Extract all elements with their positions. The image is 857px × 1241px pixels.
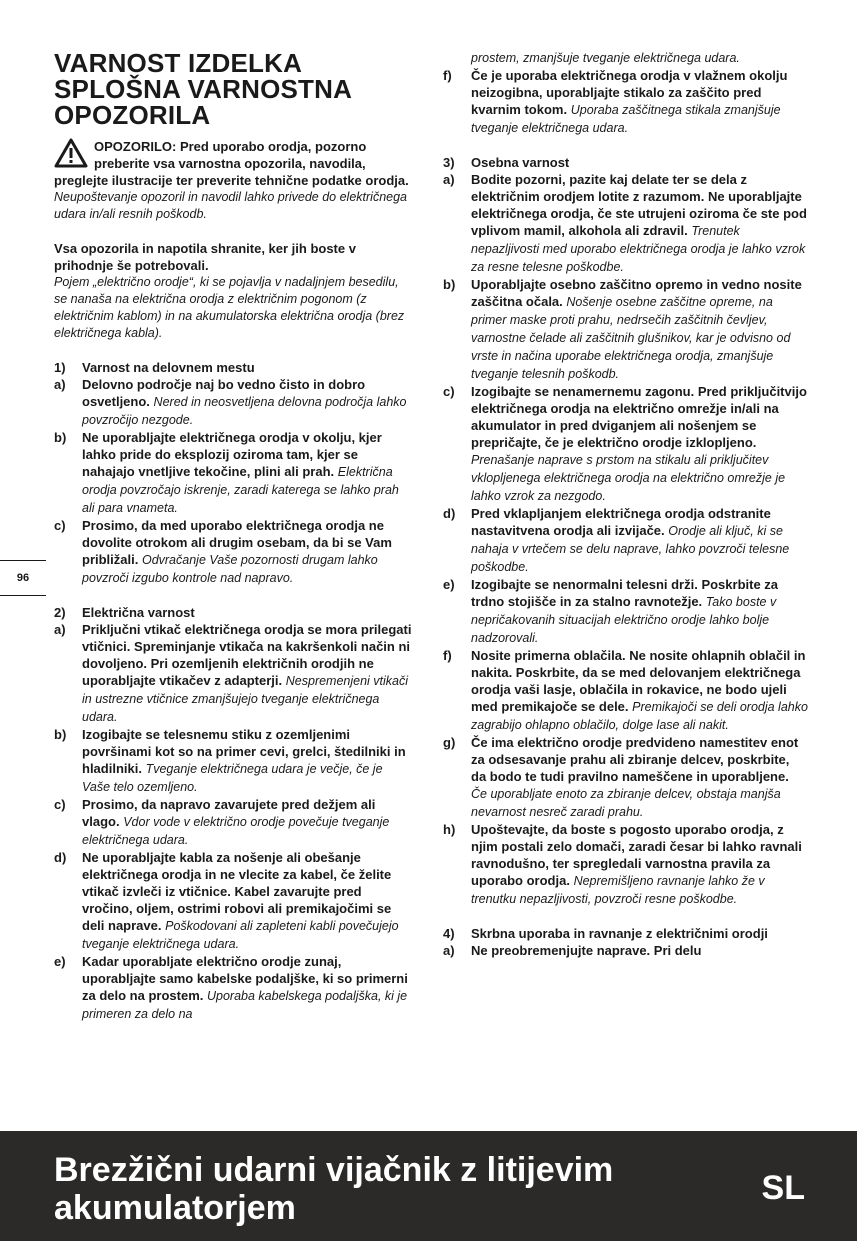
- item-bold-text: Izogibajte se nenormalni telesni drži. Poskrbite za trdno stojišče in za stalno ravnotežje.: [471, 577, 779, 609]
- item-label: c): [443, 384, 455, 399]
- section-heading: [54, 359, 414, 376]
- left-column: [54, 50, 414, 1023]
- language-code: SL: [761, 1169, 805, 1207]
- section-title: VARNOST IZDELKA SPLOŠNA VARNOSTNA OPOZORILA: [54, 48, 352, 130]
- section-number: 1): [54, 360, 66, 375]
- item-label: b): [54, 430, 67, 445]
- list-item: [54, 796, 414, 849]
- footer-banner: [0, 1131, 857, 1241]
- section-heading: [54, 604, 414, 621]
- item-bold-text: Ne preobremenjujte naprave. Pri delu: [471, 943, 702, 958]
- item-bold-text: Kadar uporabljate električno orodje zunaj, uporabljajte samo kabelske podaljške, ki so primerni za delo na prostem.: [82, 954, 408, 1003]
- item-bold-text: Priključni vtikač električnega orodja se mora prilegati vtičnici. Spreminjanje vtikača na kakršenkoli način ni dovoljeno. Pri ozemljenih električnih orodjih ne uporabljajte vtikačev z adapterji.: [82, 622, 412, 688]
- power-tool-definition: Pojem „električno orodje“, ki se pojavlja v nadaljnjem besedilu, se nanaša na električna orodja z električnim pogonom (z električnim kablom) in na akumulatorska električna orodja (brez električnega kabla).: [54, 275, 405, 340]
- continued-text: prostem, zmanjšuje tveganje električnega udara.: [471, 51, 740, 65]
- section-heading: [443, 925, 808, 942]
- list-item: [54, 953, 414, 1023]
- item-label: d): [443, 506, 456, 521]
- list-item: [443, 647, 808, 734]
- item-label: h): [443, 822, 456, 837]
- list-item: [54, 849, 414, 953]
- item-bold-text: Izogibajte se nenamernemu zagonu. Pred priključitvijo električnega orodja na električno omrežje in/ali na akumulator in pred dviganjem ali nošenjem se prepričajte, če je električno orodje izklopljeno.: [471, 384, 807, 450]
- page-number: 96: [0, 560, 46, 596]
- item-italic-text: Tveganje električnega udara je večje, če je Vaše telo ozemljeno.: [82, 762, 383, 794]
- keep-instructions: Vsa opozorila in napotila shranite, ker jih boste v prihodnje še potrebovali.: [54, 241, 356, 273]
- item-italic-text: Vdor vode v električno orodje povečuje tveganje električnega udara.: [82, 815, 390, 847]
- item-italic-text: Tako boste v nepričakovanih situacijah električno orodje lahko bolje nadzorovali.: [471, 595, 777, 645]
- item-label: c): [54, 797, 66, 812]
- item-label: a): [54, 622, 66, 637]
- list-item: [443, 67, 808, 137]
- list-item: [443, 171, 808, 276]
- item-label: e): [443, 577, 455, 592]
- section-number: 3): [443, 155, 455, 170]
- item-bold-text: Prosimo, da napravo zavarujete pred dežjem ali vlago.: [82, 797, 376, 829]
- item-label: d): [54, 850, 67, 865]
- list-item: [54, 376, 414, 429]
- item-label: g): [443, 735, 456, 750]
- section-heading: [443, 154, 808, 171]
- section-heading-text: Osebna varnost: [471, 155, 570, 170]
- list-item: [443, 942, 808, 959]
- item-bold-text: Če ima električno orodje predvideno namestitev enot za odsesavanje prahu ali zbiranje delcev, poskrbite, da bodo te tudi pravilno nameščene in uporabljene.: [471, 735, 799, 784]
- right-column: [443, 50, 808, 959]
- item-bold-text: Če je uporaba električnega orodja v vlažnem okolju neizogibna, uporabljajte stikalo za zaščito pred kvarnim tokom.: [471, 68, 788, 117]
- item-italic-text: Odvračanje Vaše pozornosti drugam lahko povzroči izgubo kontrole nad napravo.: [82, 553, 378, 585]
- section-number: 4): [443, 926, 455, 941]
- item-bold-text: Uporabljajte osebno zaščitno opremo in vedno nosite zaščitna očala.: [471, 277, 802, 309]
- item-label: f): [443, 68, 452, 83]
- item-italic-text: Orodje ali ključ, ki se nahaja v vrtečem se delu naprave, lahko povzroči telesne poškodbe.: [471, 524, 790, 574]
- list-item: [443, 576, 808, 647]
- item-italic-text: Nespremenjeni vtikači in ustrezne vtičnice zmanjšujejo tveganje električnega udara.: [82, 674, 409, 724]
- list-item: [54, 726, 414, 796]
- list-item: [54, 621, 414, 726]
- item-bold-text: Izogibajte se telesnemu stiku z ozemljenimi površinami kot so na primer cevi, grelci, štedilniki in hladilniki.: [82, 727, 406, 776]
- list-item: [443, 383, 808, 505]
- item-italic-text: Uporaba kabelskega podaljška, ki je primeren za delo na: [82, 989, 408, 1021]
- list-item: [54, 517, 414, 587]
- item-bold-text: Ne uporabljajte električnega orodja v okolju, kjer lahko pride do eksplozij oziroma tam, kjer se nahajajo vnetljive tekočine, plini ali prah.: [82, 430, 382, 479]
- product-title: Brezžični udarni vijačnik z litijevim akumulatorjem: [54, 1151, 614, 1227]
- item-label: c): [54, 518, 66, 533]
- item-italic-text: Poškodovani ali zapleteni kabli povečujejo tveganje električnega udara.: [82, 919, 399, 951]
- item-italic-text: Uporaba zaščitnega stikala zmanjšuje tveganje električnega udara.: [471, 103, 781, 135]
- warning-consequence: Neupoštevanje opozoril in navodil lahko privede do električnega udara in/ali resnih poškodb.: [54, 190, 408, 221]
- item-bold-text: Nosite primerna oblačila. Ne nosite ohlapnih oblačil in nakita. Poskrbite, da se med delovanjem električnega orodja vaši lasje, oblačila in rokavice, ne bodo ujeli med premikajoče se dele.: [471, 648, 806, 714]
- section-heading-text: Električna varnost: [82, 605, 195, 620]
- item-label: b): [443, 277, 456, 292]
- list-item: [443, 505, 808, 576]
- item-italic-text: Trenutek nepazljivosti med uporabo električnega orodja je lahko vzrok za resne telesne poškodbe.: [471, 224, 806, 274]
- list-item: [443, 276, 808, 383]
- warning-block: [54, 138, 414, 223]
- item-italic-text: Električna orodja povzročajo iskrenje, zaradi katerega se lahko prah ali para vnameta.: [82, 465, 399, 515]
- item-italic-text: Premikajoči se deli orodja lahko zagrabijo ohlapno oblačilo, dolge lase ali nakit.: [471, 700, 808, 732]
- item-label: a): [443, 943, 455, 958]
- item-italic-text: Prenašanje naprave s prstom na stikalu ali priključitev vklopljenega električnega orodja na električno omrežje je lahko vzrok za nezgodo.: [471, 453, 786, 503]
- warning-triangle-icon: [54, 138, 88, 168]
- item-label: f): [443, 648, 452, 663]
- item-italic-text: Če uporabljate enoto za zbiranje delcev, obstaja manjša nevarnost nesreč zaradi prahu.: [471, 787, 781, 819]
- item-label: e): [54, 954, 66, 969]
- list-item: [54, 429, 414, 517]
- item-bold-text: Delovno področje naj bo vedno čisto in dobro osvetljeno.: [82, 377, 366, 409]
- item-italic-text: Nered in neosvetljena delovna področja lahko povzročijo nezgode.: [82, 395, 407, 427]
- item-bold-text: Ne uporabljajte kabla za nošenje ali obešanje električnega orodja in ne vlecite za kabel, če želite vtikač izvleči iz vtičnice. Kabel zavarujte pred vročino, oljem, ostrimi robovi ali premikajočimi se deli naprave.: [82, 850, 392, 933]
- list-item: [443, 821, 808, 908]
- item-italic-text: Nepremišljeno ravnanje lahko že v trenutku nepazljivosti, povzroči resne poškodbe.: [471, 874, 765, 906]
- list-item: [443, 734, 808, 821]
- item-bold-text: Prosimo, da med uporabo električnega orodja ne dovolite otrokom ali drugim osebam, da bi se Vam približali.: [82, 518, 392, 567]
- section-heading-text: Varnost na delovnem mestu: [82, 360, 255, 375]
- item-label: a): [54, 377, 66, 392]
- item-label: b): [54, 727, 67, 742]
- item-bold-text: Bodite pozorni, pazite kaj delate ter se dela z električnim orodjem lotite z razumom. Ne uporabljajte električnega orodja, če ste utrujeni oziroma če ste pod vplivom mamil, alkohola ali zdravil.: [471, 172, 807, 238]
- item-bold-text: Pred vklapljanjem električnega orodja odstranite nastavitvena orodja ali izvijače.: [471, 506, 771, 538]
- section-number: 2): [54, 605, 66, 620]
- section-heading-text: Skrbna uporaba in ravnanje z električnimi orodji: [471, 926, 768, 941]
- item-italic-text: Nošenje osebne zaščitne opreme, na primer maske proti prahu, nedrsečih zaščitnih čevljev, varnostne čelade ali zaščitnih glušnikov, kar je odvisno od vrste in načina uporabe električnega orodja, zmanjšuje tveganje telesnih poškodb.: [471, 295, 791, 381]
- item-label: a): [443, 172, 455, 187]
- item-bold-text: Upoštevajte, da boste s pogosto uporabo orodja, z njim postali zelo domači, zaradi česar bi lahko ravnali ravnodušno, ter spregledali varnostna pravila za uporabo orodja.: [471, 822, 802, 888]
- warning-text: OPOZORILO: Pred uporabo orodja, pozorno preberite vsa varnostna opozorila, navodila, preglejte ilustracije ter preverite tehnične podatke orodja.: [54, 139, 409, 188]
